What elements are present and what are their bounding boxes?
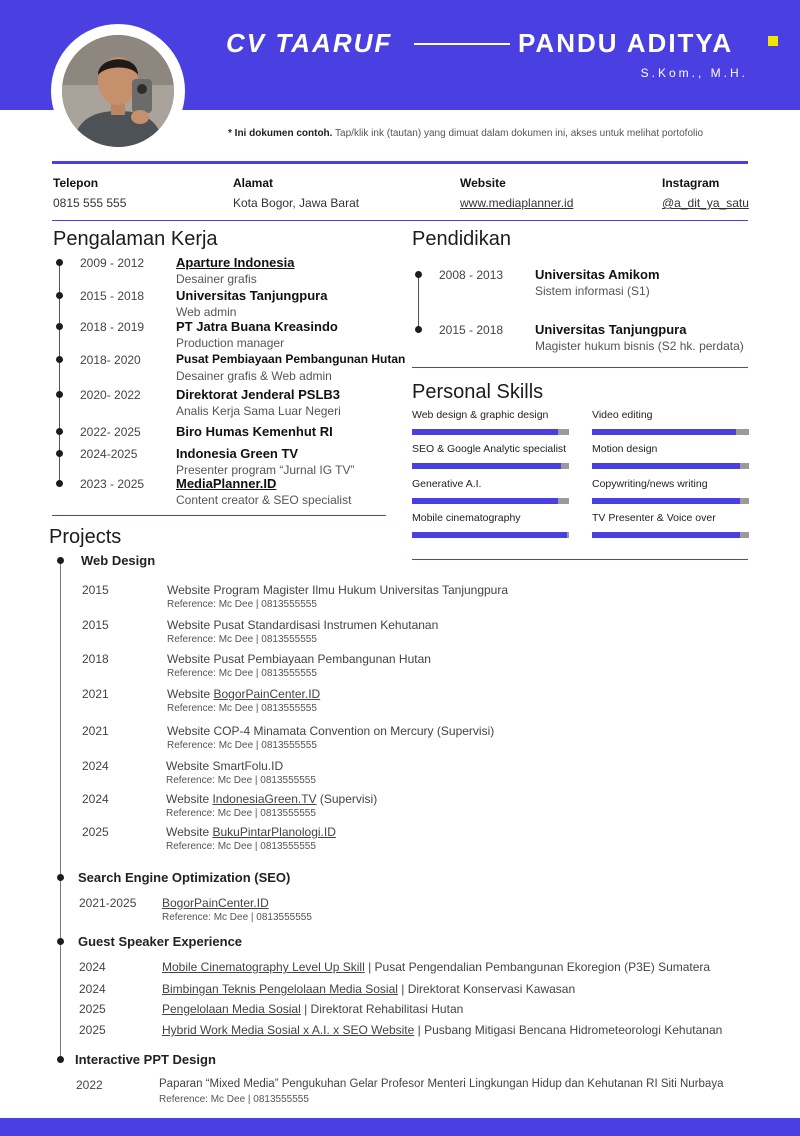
contact-label: Alamat	[233, 176, 274, 190]
project-reference: Reference: Mc Dee | 0813555555	[166, 775, 316, 786]
experience-company: PT Jatra Buana Kreasindo	[176, 319, 338, 334]
project-title-suffix: | Pusbang Mitigasi Bencana Hidrometeorologi Kehutanan	[414, 1023, 723, 1037]
skill-bar	[412, 463, 569, 469]
skill-label: Motion design	[592, 443, 658, 455]
project-reference: Reference: Mc Dee | 0813555555	[167, 599, 317, 610]
timeline-dot-icon	[56, 259, 63, 266]
contact-phone	[53, 176, 126, 210]
experience-year: 2023 - 2025	[80, 477, 145, 491]
timeline-dot-icon	[56, 356, 63, 363]
disclaimer-bold: * Ini dokumen contoh.	[228, 128, 333, 139]
timeline-dot-icon	[56, 391, 63, 398]
project-link[interactable]: BogorPainCenter.ID	[213, 687, 321, 701]
disclaimer-text: Tap/klik ink (tautan) yang dimuat dalam dokumen ini, akses untuk melihat portofolio	[332, 128, 704, 139]
experience-role: Desainer grafis & Web admin	[176, 369, 332, 383]
project-title	[162, 1023, 722, 1037]
skill-label: TV Presenter & Voice over	[592, 512, 716, 524]
timeline-dot-icon	[56, 480, 63, 487]
accent-square-icon	[768, 36, 778, 46]
experience-company: Pusat Pembiayaan Pembangunan Hutan	[176, 352, 406, 366]
project-title-prefix: Website	[166, 792, 213, 806]
education-year: 2015 - 2018	[439, 323, 504, 337]
timeline-dot-icon	[56, 292, 63, 299]
experience-item	[55, 320, 415, 350]
skill-label: SEO & Google Analytic specialist	[412, 443, 567, 455]
experience-title: Pengalaman Kerja	[53, 228, 218, 250]
experience-item	[55, 256, 415, 286]
experience-company: Direktorat Jenderal PSLB3	[176, 387, 341, 402]
experience-role: Production manager	[176, 336, 285, 350]
skill-item	[412, 443, 569, 473]
project-title	[162, 960, 710, 974]
project-year: 2025	[79, 1002, 106, 1016]
project-title	[162, 982, 575, 996]
skill-item	[412, 478, 569, 508]
skill-label: Copywriting/news writing	[592, 478, 708, 490]
experience-company-link[interactable]: Aparture Indonesia	[176, 255, 295, 270]
project-year: 2015	[82, 583, 109, 597]
experience-item	[55, 353, 415, 383]
experience-item	[55, 477, 415, 507]
skill-bar	[592, 463, 749, 469]
experience-role: Web admin	[176, 305, 237, 319]
project-title	[166, 825, 336, 839]
skill-label: Web design & graphic design	[412, 409, 549, 421]
experience-year: 2018 - 2019	[80, 320, 145, 334]
skill-bar	[412, 498, 569, 504]
skill-fill	[412, 532, 567, 538]
person-degree: S.Kom., M.H.	[640, 66, 748, 80]
contact-label: Website	[460, 176, 506, 190]
timeline-dot-icon	[415, 326, 422, 333]
experience-year: 2018- 2020	[80, 353, 141, 367]
skill-bar	[412, 429, 569, 435]
experience-divider	[52, 515, 386, 516]
skill-label: Mobile cinematography	[412, 512, 521, 524]
experience-role: Presenter program “Jurnal IG TV”	[176, 463, 355, 477]
project-year: 2024	[79, 960, 106, 974]
project-reference: Reference: Mc Dee | 0813555555	[167, 703, 317, 714]
project-title: Website Program Magister Ilmu Hukum Universitas Tanjungpura	[167, 583, 509, 597]
experience-item	[55, 388, 415, 418]
project-title: Website Pusat Standardisasi Instrumen Kehutanan	[167, 618, 439, 632]
skill-fill	[592, 498, 740, 504]
project-category: Search Engine Optimization (SEO)	[78, 870, 291, 885]
education-item	[414, 268, 754, 302]
experience-year: 2009 - 2012	[80, 256, 145, 270]
timeline-dot-icon	[56, 450, 63, 457]
project-year: 2018	[82, 652, 109, 666]
project-year: 2022	[76, 1078, 103, 1092]
experience-role: Analis Kerja Sama Luar Negeri	[176, 404, 341, 418]
skill-item	[592, 512, 749, 542]
skills-divider	[412, 559, 748, 560]
project-reference: Reference: Mc Dee | 0813555555	[159, 1094, 309, 1105]
person-portrait-icon	[62, 35, 174, 147]
person-name: PANDU ADITYA	[518, 28, 734, 58]
project-reference: Reference: Mc Dee | 0813555555	[167, 634, 317, 645]
project-title-prefix: Website	[166, 825, 213, 839]
project-title-suffix: | Pusat Pengendalian Pembangunan Ekoregion (P3E) Sumatera	[364, 960, 711, 974]
project-category: Interactive PPT Design	[75, 1052, 216, 1067]
project-title-prefix: Website	[167, 687, 214, 701]
skill-fill	[412, 498, 558, 504]
timeline-dot-icon	[57, 874, 64, 881]
project-year: 2025	[82, 825, 109, 839]
experience-role: Content creator & SEO specialist	[176, 493, 352, 507]
project-reference: Reference: Mc Dee | 0813555555	[166, 808, 316, 819]
project-link[interactable]: BukuPintarPlanologi.ID	[212, 825, 336, 839]
skill-bar	[592, 532, 749, 538]
contact-instagram	[662, 176, 749, 210]
cv-title: CV TAARUF	[226, 28, 393, 58]
skill-item	[412, 409, 569, 439]
skill-fill	[592, 532, 740, 538]
header-divider	[52, 161, 748, 164]
experience-year: 2015 - 2018	[80, 289, 145, 303]
skills-title: Personal Skills	[412, 381, 544, 403]
project-reference: Reference: Mc Dee | 0813555555	[162, 912, 312, 923]
skill-bar	[592, 429, 749, 435]
project-link[interactable]: Mobile Cinematography Level Up Skill	[162, 960, 365, 974]
education-divider	[412, 367, 748, 368]
project-title	[162, 1002, 463, 1016]
project-year: 2021	[82, 687, 109, 701]
timeline-dot-icon	[56, 428, 63, 435]
skill-item	[592, 409, 749, 439]
education-school: Universitas Amikom	[535, 267, 660, 282]
contact-website	[460, 176, 573, 210]
project-link[interactable]: Bimbingan Teknis Pengelolaan Media Sosial	[162, 982, 398, 996]
project-title: Paparan “Mixed Media” Pengukuhan Gelar Profesor Menteri Lingkungan Hidup dan Kehutanan RI Siti Nurbaya	[159, 1078, 724, 1090]
project-year: 2025	[79, 1023, 106, 1037]
experience-year: 2020- 2022	[80, 388, 141, 402]
project-title-suffix: | Direktorat Konservasi Kawasan	[397, 982, 576, 996]
timeline-dot-icon	[57, 1056, 64, 1063]
project-reference: Reference: Mc Dee | 0813555555	[167, 668, 317, 679]
disclaimer-note	[228, 128, 758, 139]
projects-timeline	[60, 562, 61, 1062]
project-title: Website SmartFolu.ID	[166, 759, 284, 773]
project-link[interactable]: Hybrid Work Media Sosial x A.I. x SEO Website	[162, 1023, 415, 1037]
project-year: 2024	[79, 982, 106, 996]
skill-bar	[412, 532, 569, 538]
project-category: Guest Speaker Experience	[78, 934, 243, 949]
project-category: Web Design	[81, 553, 156, 568]
project-link[interactable]: Pengelolaan Media Sosial	[162, 1002, 301, 1016]
skill-label: Generative A.I.	[412, 478, 482, 490]
instagram-link[interactable]: @a_dit_ya_satu	[662, 196, 749, 210]
project-title: Website COP-4 Minamata Convention on Mercury (Supervisi)	[167, 724, 495, 738]
project-year: 2024	[82, 792, 109, 806]
education-year: 2008 - 2013	[439, 268, 504, 282]
project-year: 2021	[82, 724, 109, 738]
project-link[interactable]: IndonesiaGreen.TV	[212, 792, 317, 806]
skill-item	[412, 512, 569, 542]
education-item	[414, 323, 754, 357]
project-title-suffix: | Direktorat Rehabilitasi Hutan	[300, 1002, 464, 1016]
contact-label: Telepon	[53, 176, 99, 190]
project-year: 2021-2025	[79, 896, 137, 910]
experience-item	[55, 289, 415, 319]
skill-fill	[592, 429, 736, 435]
project-reference: Reference: Mc Dee | 0813555555	[167, 740, 317, 751]
phone-value: 0815 555 555	[53, 196, 127, 210]
project-reference: Reference: Mc Dee | 0813555555	[166, 841, 316, 852]
timeline-dot-icon	[57, 938, 64, 945]
experience-year: 2022- 2025	[80, 425, 141, 439]
experience-year: 2024-2025	[80, 447, 138, 461]
education-title: Pendidikan	[412, 228, 511, 250]
title-divider	[414, 43, 510, 45]
timeline-dot-icon	[56, 323, 63, 330]
skill-label: Video editing	[592, 409, 653, 421]
experience-company: Biro Humas Kemenhut RI	[176, 424, 333, 439]
project-year: 2015	[82, 618, 109, 632]
education-school: Universitas Tanjungpura	[535, 322, 687, 337]
footer-band	[0, 1118, 800, 1136]
profile-photo	[62, 35, 174, 147]
timeline-dot-icon	[57, 557, 64, 564]
skill-bar	[592, 498, 749, 504]
contact-divider	[52, 220, 748, 221]
experience-company-link[interactable]: MediaPlanner.ID	[176, 476, 277, 491]
experience-item	[55, 447, 415, 477]
experience-role: Desainer grafis	[176, 272, 257, 286]
timeline-dot-icon	[415, 271, 422, 278]
experience-company: Indonesia Green TV	[176, 446, 299, 461]
education-major: Sistem informasi (S1)	[535, 284, 650, 298]
address-value: Kota Bogor, Jawa Barat	[233, 196, 360, 210]
contact-label: Instagram	[662, 176, 720, 190]
skill-fill	[592, 463, 740, 469]
website-link[interactable]: www.mediaplanner.id	[460, 196, 574, 210]
skill-item	[592, 443, 749, 473]
projects-title: Projects	[49, 526, 122, 548]
project-title	[166, 792, 377, 806]
experience-company: Universitas Tanjungpura	[176, 288, 328, 303]
project-title	[167, 687, 320, 701]
skill-fill	[412, 429, 558, 435]
project-title-suffix: (Supervisi)	[316, 792, 378, 806]
contact-address	[233, 176, 359, 210]
project-year: 2024	[82, 759, 109, 773]
education-major: Magister hukum bisnis (S2 hk. perdata)	[535, 339, 744, 353]
skill-item	[592, 478, 749, 508]
project-title: Website Pusat Pembiayaan Pembangunan Hutan	[167, 652, 431, 666]
project-link[interactable]: BogorPainCenter.ID	[162, 896, 269, 910]
skill-fill	[412, 463, 561, 469]
